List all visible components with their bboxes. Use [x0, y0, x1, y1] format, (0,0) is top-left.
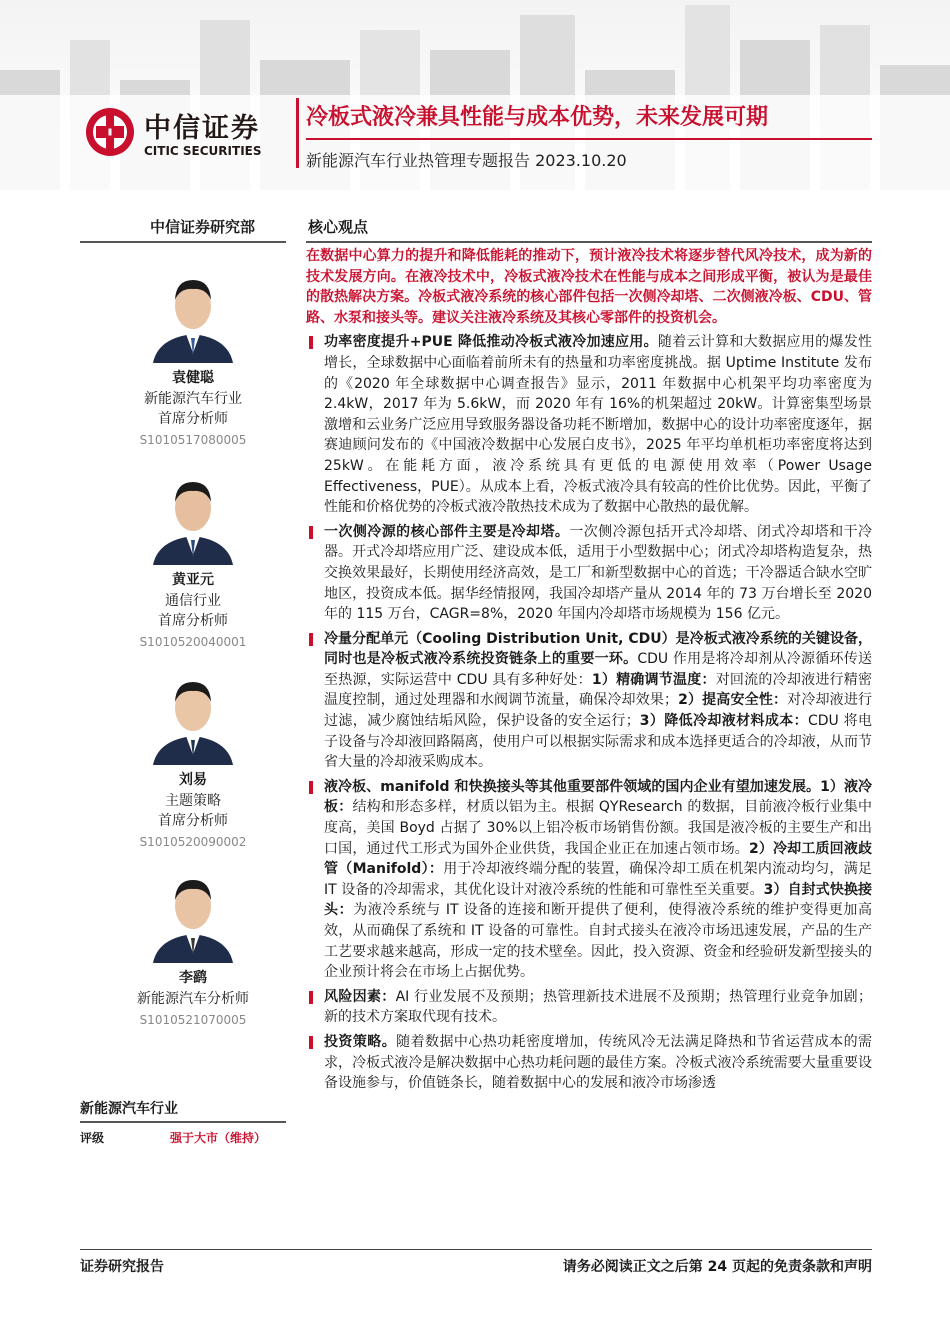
summary-paragraph: 在数据中心算力的提升和降低能耗的推动下，预计液冷技术将逐步替代风冷技术，成为新的技术发展方向。在液冷技术中，冷板式液冷技术在性能与成本之间形成平衡，被认为是最佳的散热解决方案。冷板式液冷系统的核心部件包括一次侧冷却塔、二次侧液冷板、CDU、管路、水泵和接头等。建议关注液冷系统及其核心零部件的投资机会。: [306, 248, 872, 326]
research-dept-heading: 中信证券研究部: [150, 218, 256, 236]
point-body: CDU 作用是将冷却剂从冷源循环传送至热源，实际运营中 CDU 具有多种好处：: [324, 651, 872, 688]
point-sub-lead: 2）提高安全性：: [678, 692, 788, 709]
analyst-name: 黄亚元: [172, 572, 214, 588]
analyst-title: 首席分析师: [158, 613, 228, 629]
analyst-title: 首席分析师: [158, 411, 228, 427]
point-lead: 风险因素：: [324, 988, 396, 1005]
point-body: 随着数据中心热功耗密度增加，传统风冷无法满足降热和节省运营成本的需求，冷板式液冷是解决数据中心热功耗问题的最佳方案。冷板式液冷系统需要大量重要设备设施参与，价值链条长，随着数据中心的发展和液冷市场渗透: [324, 1033, 873, 1092]
point-body: 一次侧冷源包括开式冷却塔、闭式冷却塔和干冷器。开式冷却塔应用广泛、建设成本低，适用于小型数据中心；闭式冷却塔构造复杂，热交换效果最好，长期使用经济高效，是工厂和新型数据中心的首选；干冷器适合缺水空旷地区，投资成本低。据华经情报网，我国冷却塔产量从 2014 年的 73 万台增长至 2020 年的 115 万台，CAGR=8%，2020 年国内冷却塔市场规模为 156 亿元。: [324, 523, 873, 623]
point-cooling-tower: [306, 522, 872, 625]
point-risk: [306, 987, 872, 1028]
analyst-card: [80, 670, 306, 853]
analyst-title: 首席分析师: [158, 813, 228, 829]
point-lead: 一次侧冷源的核心部件主要是冷却塔。: [324, 523, 570, 540]
footer-left: 证券研究报告: [80, 1259, 164, 1275]
point-body: CDU 将电子设备与冷却液回路隔离，使用户可以根据实际需求和成本选择更适合的冷却液，从而节省大量的冷却液采购成本。: [324, 713, 872, 771]
point-lead: 功率密度提升+PUE 降低推动冷板式液冷加速应用。: [324, 334, 658, 351]
content-rule: [306, 241, 872, 243]
analyst-name: 刘易: [179, 772, 207, 788]
analyst-avatar-icon: [148, 268, 238, 363]
analyst-license-id: S1010521070005: [139, 1013, 247, 1027]
industry-title: 新能源汽车行业: [80, 1098, 286, 1123]
rating-value: 强于大市（维持）: [170, 1131, 267, 1145]
brand-name-cn: 中信证券: [144, 113, 260, 144]
rating-label: 评级: [80, 1131, 105, 1145]
report-title: 冷板式液冷兼具性能与成本优势，未来发展可期: [306, 105, 769, 130]
citic-logo-icon: [84, 106, 136, 158]
analyst-license-id: S1010517080005: [139, 433, 247, 447]
analyst-name: 袁健聪: [172, 370, 214, 386]
analyst-license-id: S1010520090002: [139, 835, 247, 849]
analyst-name: 李鹞: [179, 970, 207, 986]
point-sub-lead: 3）自封式快换接头：: [324, 881, 872, 919]
title-divider: [306, 138, 872, 140]
point-sub-lead: 1）精确调节温度：: [591, 671, 716, 688]
point-body: 对冷却液进行过滤，减少腐蚀结垢风险，保护设备的安全运行；: [324, 692, 873, 730]
point-body: 对回流的冷却液进行精密温度控制，通过处理器和水阀调节流量，确保冷却效果；: [324, 671, 873, 709]
title-accent-bar: [296, 98, 299, 168]
industry-rating-section: [80, 1098, 286, 1146]
point-lead: 冷量分配单元（Cooling Distribution Unit, CDU）是冷板式液冷系统的关键设备，同时也是冷板式液冷系统投资链条上的重要一环。: [324, 630, 872, 668]
footer-disclaimer: 请务必阅读正文之后第 24 页起的免责条款和声明: [562, 1259, 872, 1275]
point-components: [306, 777, 872, 983]
point-lead: 投资策略。: [324, 1033, 397, 1050]
analyst-industry: 通信行业: [165, 593, 221, 609]
point-cdu: [306, 629, 872, 773]
rating-row: [80, 1129, 286, 1146]
point-body: 随着云计算和大数据应用的爆发性增长，全球数据中心面临着前所未有的热量和功率密度挑战。据 Uptime Institute 发布的《2020 年全球数据中心调查报告》显示，2011 年数据中心机架平均功率密度为 2.4kW，2017 年为 5.6kW，而 2020 年有 16%的机架超过 20kW。计算密集型场景激增和云业务广泛应用导致服务器设备功耗不断增加，数据中心的设计功率密度逐年，据赛迪顾问发布的《中国液冷数据中心发展白皮书》，2025 年平均单机柜功率密度将达到 25kW。在能耗方面，液冷系统具有更低的电源使用效率（Power Usage Effectiveness，PUE）。从成本上看，冷板式液冷具有较高的性价比优势。因此，平衡了性能和价格优势的冷板式液冷散热技术成为了数据中心散热的最优解。: [324, 334, 873, 516]
brand-name-en: CITIC SECURITIES: [144, 144, 262, 158]
point-body: 用于冷却液终端分配的装置，确保冷却工质在机架内流动均匀，满足 IT 设备的冷却需求，其优化设计对液冷系统的性能和可靠性至关重要。: [324, 861, 872, 898]
analyst-card: [80, 868, 306, 1031]
point-strategy: [306, 1032, 872, 1094]
point-body: AI 行业发展不及预期；热管理新技术进展不及预期；热管理行业竞争加剧；新的技术方案取代现有技术。: [324, 988, 873, 1026]
core-view-content: [306, 246, 872, 1094]
point-sub-lead: 2）冷却工质回液歧管（Manifold）：: [324, 840, 872, 878]
point-power-density: [306, 332, 872, 517]
sidebar-rule: [80, 241, 286, 243]
analyst-industry: 新能源汽车行业: [144, 391, 242, 407]
analyst-avatar-icon: [148, 670, 238, 765]
analyst-card: [80, 470, 306, 653]
analyst-license-id: S1010520040001: [139, 635, 247, 649]
analyst-industry: 主题策略: [165, 793, 221, 809]
analyst-avatar-icon: [148, 868, 238, 963]
point-sub-lead: 3）降低冷却液材料成本：: [639, 713, 808, 730]
point-sub-lead: 1）液冷板：: [324, 778, 872, 816]
point-lead: 液冷板、manifold 和快换接头等其他重要部件领域的国内企业有望加速发展。: [324, 778, 821, 795]
core-view-heading: 核心观点: [308, 218, 369, 236]
point-body: 为液冷系统与 IT 设备的连接和断开提供了便利，使得液冷系统的维护变得更加高效，从而确保了系统和 IT 设备的可靠性。自封式接头在液冷市场迅速发展，产品的生产工艺要求越来越高，形成一定的技术壁垒。因此，投入资源、资金和经验研发新型接头的企业预计将会在市场上占据优势。: [324, 902, 872, 981]
analyst-title: 新能源汽车分析师: [137, 991, 249, 1007]
citic-logo: [84, 104, 294, 164]
analyst-card: [80, 268, 306, 451]
analyst-avatar-icon: [148, 470, 238, 565]
point-body: 结构和形态多样，材质以铝为主。根据 QYResearch 的数据，目前液冷板行业集中度高，美国 Boyd 占据了 30%以上铝冷板市场销售份额。我国是液冷板的主要生产和出口国，通过代工形式为国外企业供货，我国企业正在加速占领市场。: [324, 799, 873, 857]
footer-divider: [80, 1249, 872, 1250]
report-subtitle: 新能源汽车行业热管理专题报告 2023.10.20: [306, 151, 627, 170]
